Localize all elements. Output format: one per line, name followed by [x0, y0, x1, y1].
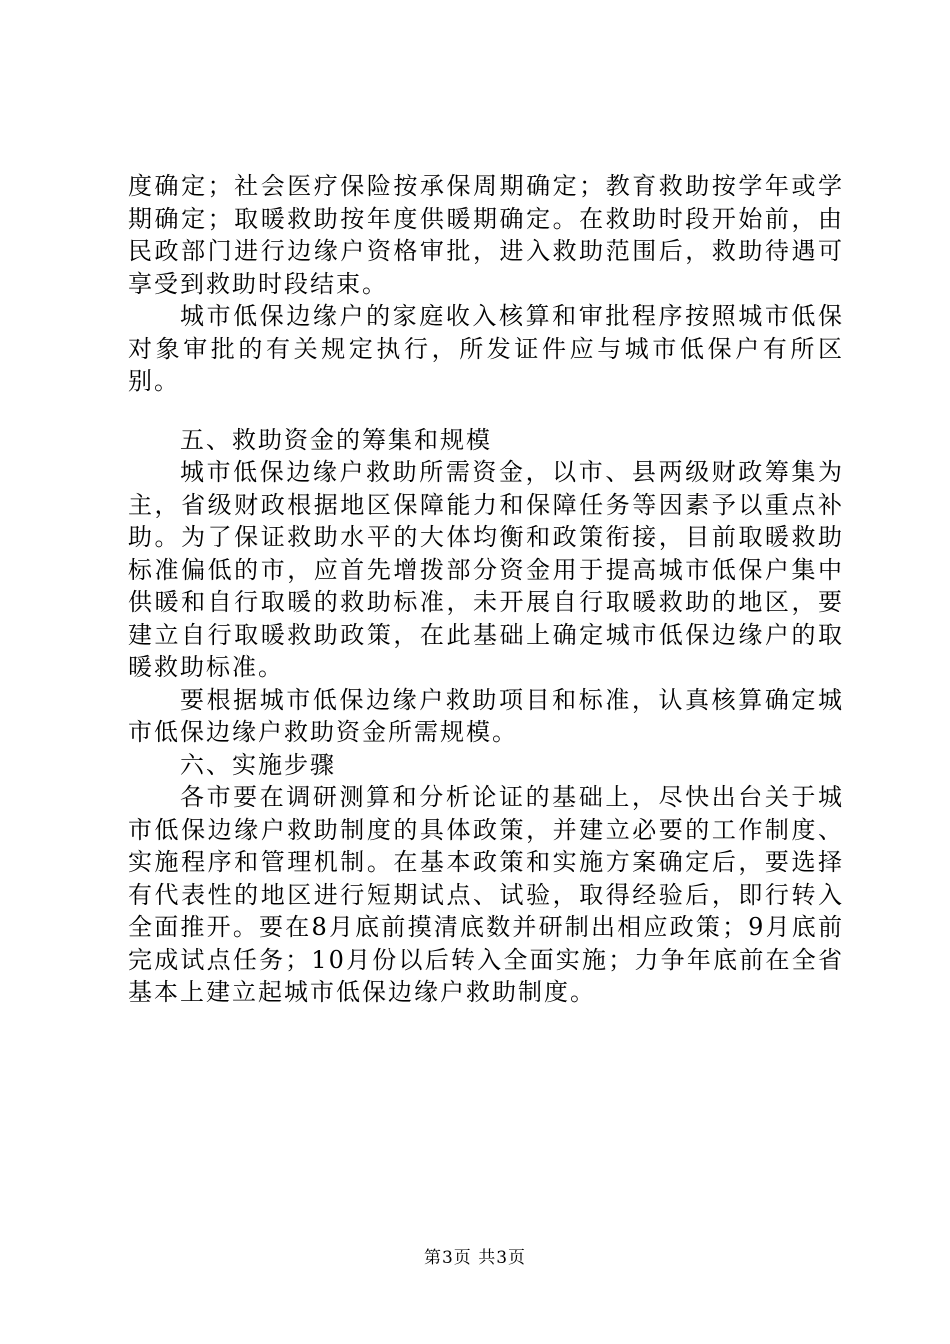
paragraph-funding-scale: 要根据城市低保边缘户救助项目和标准，认真核算确定城市低保边缘户救助资金所需规模。 — [128, 685, 844, 746]
section-heading-funding: 五、救助资金的筹集和规模 — [180, 425, 492, 454]
paragraph-funding-sources: 城市低保边缘户救助所需资金，以市、县两级财政筹集为主，省级财政根据地区保障能力和保障任务等因素予以重点补助。为了保证救助水平的大体均衡和政策衔接，目前取暖救助标准偏低的市，应首先增拨部分资金用于提高城市低保户集中供暖和自行取暖的救助标准，未开展自行取暖救助的地区，要建立自行取暖救助政策，在此基础上确定城市低保边缘户的取暖救助标准。 — [128, 458, 844, 681]
paragraph-continuation: 度确定；社会医疗保险按承保周期确定；教育救助按学年或学期确定；取暖救助按年度供暖期确定。在救助时段开始前，由民政部门进行边缘户资格审批，进入救助范围后，救助待遇可享受到救助时段结束。 — [128, 172, 844, 298]
paragraph-implementation-steps: 各市要在调研测算和分析论证的基础上，尽快出台关于城市低保边缘户救助制度的具体政策，并建立必要的工作制度、实施程序和管理机制。在基本政策和实施方案确定后，要选择有代表性的地区进行短期试点、试验，取得经验后，即行转入全面推开。要在8月底前摸清底数并研制出相应政策；9月底前完成试点任务；10月份以后转入全面实施；力争年底前在全省基本上建立起城市低保边缘户救助制度。 — [128, 783, 844, 1006]
document-body — [128, 170, 844, 1009]
section-heading-implementation: 六、实施步骤 — [180, 750, 336, 779]
page-number-footer: 第3页 共3页 — [423, 1248, 527, 1268]
paragraph-income-review: 城市低保边缘户的家庭收入核算和审批程序按照城市低保对象审批的有关规定执行，所发证件应与城市低保户有所区别。 — [128, 302, 844, 395]
